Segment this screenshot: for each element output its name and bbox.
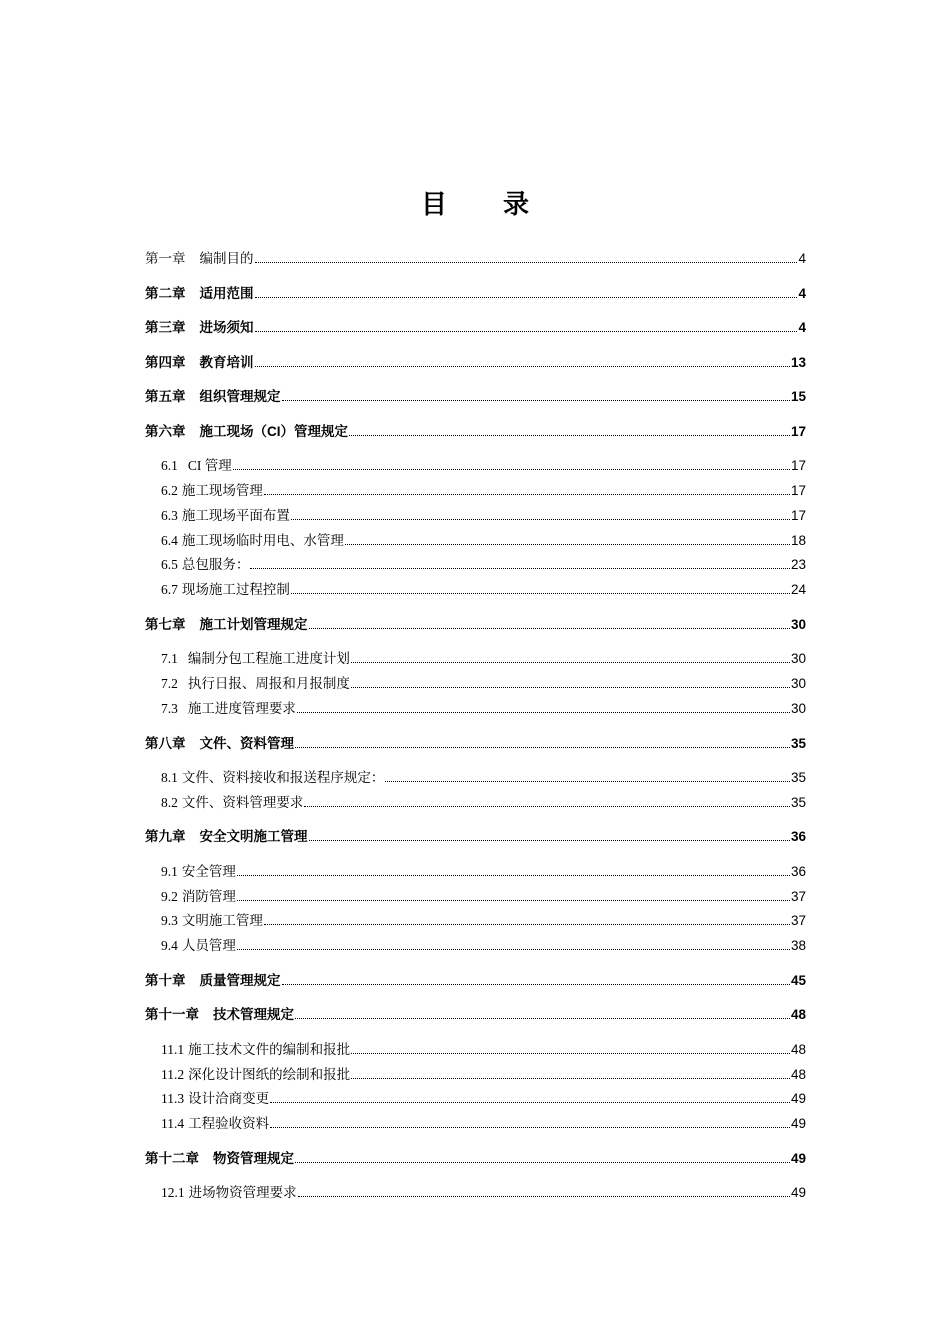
toc-dot-leader (255, 365, 790, 367)
toc-entry-title: 进场须知 (199, 320, 254, 335)
toc-entry-page-number: 30 (790, 676, 806, 691)
page-title (0, 184, 950, 221)
toc-entry[interactable] (161, 1042, 806, 1058)
toc-entry-label (161, 458, 232, 474)
toc-dot-leader (291, 518, 790, 520)
toc-entry[interactable] (145, 1151, 806, 1167)
toc-entry-number: 9.1 (161, 864, 178, 879)
toc-entry-number: 第十章 (145, 973, 186, 988)
toc-entry[interactable] (161, 1116, 806, 1132)
toc-entry-number: 11.2 (161, 1067, 185, 1082)
toc-dot-leader (291, 592, 790, 594)
toc-entry-number: 第八章 (145, 736, 186, 751)
toc-entry-page-number: 23 (790, 557, 806, 572)
toc-entry-label (145, 736, 294, 752)
toc-entry[interactable] (161, 1091, 806, 1107)
toc-entry-title: 教育培训 (199, 355, 254, 370)
toc-entry-page-number: 17 (790, 508, 806, 523)
toc-entry-label (161, 557, 249, 573)
toc-entry-page-number: 36 (790, 829, 806, 844)
toc-entry-page-number: 49 (790, 1185, 806, 1200)
toc-entry-page-number: 35 (790, 795, 806, 810)
toc-dot-leader (304, 805, 790, 807)
toc-entry[interactable] (161, 938, 806, 954)
toc-entry-label (145, 389, 281, 405)
toc-entry-page-number: 17 (790, 483, 806, 498)
toc-entry-page-number: 17 (790, 458, 806, 473)
toc-entry-number: 9.4 (161, 938, 178, 953)
toc-entry-page-number: 49 (790, 1151, 806, 1166)
toc-entry-page-number: 48 (790, 1042, 806, 1057)
toc-dot-leader (233, 468, 790, 470)
toc-entry[interactable] (145, 355, 806, 371)
toc-entry[interactable] (161, 1067, 806, 1083)
toc-dot-leader (309, 839, 790, 841)
toc-entry-number: 第十二章 (145, 1151, 199, 1166)
toc-entry-page-number: 48 (790, 1067, 806, 1082)
toc-entry-label (161, 1091, 269, 1107)
toc-entry[interactable] (161, 864, 806, 880)
toc-entry-label (145, 973, 281, 989)
toc-dot-leader (298, 1195, 790, 1197)
toc-entry-page-number: 49 (790, 1116, 806, 1131)
toc-entry-label (161, 1067, 350, 1083)
toc-entry-title: 施工现场管理 (181, 483, 263, 498)
toc-entry-title: 施工现场（CI）管理规定 (199, 424, 348, 439)
toc-dot-leader (309, 627, 790, 629)
toc-entry-title: 物资管理规定 (213, 1151, 294, 1166)
toc-dot-leader (351, 1077, 790, 1079)
toc-entry-page-number: 24 (790, 582, 806, 597)
toc-dot-leader (255, 261, 798, 263)
toc-entry-title: 安全管理 (181, 864, 236, 879)
toc-dot-leader (385, 780, 790, 782)
toc-entry-number: 9.3 (161, 913, 178, 928)
toc-entry-title: 人员管理 (181, 938, 236, 953)
title-char-2: 录 (503, 190, 530, 219)
toc-entry-title: 组织管理规定 (199, 389, 281, 404)
toc-entry-number: 7.3 (161, 701, 178, 716)
toc-dot-leader (237, 948, 790, 950)
toc-entry-page-number: 30 (790, 617, 806, 632)
toc-entry-number: 7.2 (161, 676, 178, 691)
toc-entry-number: 6.5 (161, 557, 178, 572)
toc-entry-number: 8.2 (161, 795, 178, 810)
toc-entry[interactable] (145, 389, 806, 405)
toc-entry-page-number: 4 (798, 286, 806, 301)
toc-dot-leader (351, 1052, 790, 1054)
toc-entry[interactable] (161, 1185, 806, 1201)
toc-entry[interactable] (161, 557, 806, 573)
toc-dot-leader (345, 543, 790, 545)
toc-dot-leader (255, 330, 798, 332)
toc-entry-title: 工程验收资料 (188, 1116, 270, 1131)
toc-entry-title: 施工技术文件的编制和报批 (188, 1042, 351, 1057)
toc-entry[interactable] (145, 1007, 806, 1023)
toc-entry-page-number: 48 (790, 1007, 806, 1022)
toc-entry[interactable] (161, 701, 806, 717)
toc-entry-label (161, 795, 303, 811)
toc-entry-title: CI 管理 (187, 458, 232, 473)
toc-entry-number: 第五章 (145, 389, 186, 404)
toc-dot-leader (250, 567, 790, 569)
toc-entry-title: 安全文明施工管理 (199, 829, 308, 844)
toc-dot-leader (264, 493, 790, 495)
toc-entry[interactable] (145, 286, 806, 302)
toc-entry-label (145, 251, 254, 267)
toc-entry-number: 第六章 (145, 424, 186, 439)
toc-entry-number: 第一章 (145, 251, 186, 266)
toc-entry[interactable] (161, 533, 806, 549)
toc-dot-leader (270, 1101, 790, 1103)
toc-entry-title: 文件、资料管理要求 (181, 795, 304, 810)
toc-entry-label (161, 889, 236, 905)
toc-entry[interactable] (161, 889, 806, 905)
toc-entry-label (161, 1042, 350, 1058)
toc-entry-title: 消防管理 (181, 889, 236, 904)
toc-entry-label (145, 1007, 294, 1023)
toc-entry-label (161, 533, 344, 549)
toc-entry-title: 文明施工管理 (181, 913, 263, 928)
toc-dot-leader (282, 399, 790, 401)
toc-entry-label (161, 651, 350, 667)
toc-entry-title: 总包服务： (181, 557, 250, 572)
toc-entry-number: 第九章 (145, 829, 186, 844)
toc-dot-leader (295, 1161, 790, 1163)
toc-entry-label (161, 676, 350, 692)
toc-entry-page-number: 38 (790, 938, 806, 953)
toc-entry-number: 第二章 (145, 286, 186, 301)
toc-entry[interactable] (161, 651, 806, 667)
toc-entry-number: 6.1 (161, 458, 178, 473)
toc-entry-number: 8.1 (161, 770, 178, 785)
toc-entry-title: 执行日报、周报和月报制度 (187, 676, 350, 691)
toc-entry[interactable] (161, 770, 806, 786)
toc-entry[interactable] (145, 320, 806, 336)
toc-entry-page-number: 4 (798, 251, 806, 266)
toc-dot-leader (255, 296, 798, 298)
toc-entry-label (145, 1151, 294, 1167)
toc-entry-title: 进场物资管理要求 (188, 1185, 297, 1200)
toc-entry[interactable] (161, 483, 806, 499)
toc-entry-page-number: 37 (790, 889, 806, 904)
toc-entry-title: 施工现场临时用电、水管理 (181, 533, 344, 548)
toc-entry-page-number: 30 (790, 651, 806, 666)
toc-entry-label (145, 355, 254, 371)
toc-entry-title: 施工计划管理规定 (199, 617, 308, 632)
toc-entry-label (161, 913, 263, 929)
toc-entry[interactable] (161, 582, 806, 598)
toc-dot-leader (270, 1126, 790, 1128)
toc-entry-label (161, 864, 236, 880)
toc-entry-label (161, 770, 384, 786)
toc-dot-leader (351, 661, 790, 663)
toc-entry[interactable] (145, 829, 806, 845)
toc-entry-title: 质量管理规定 (199, 973, 281, 988)
toc-entry-page-number: 15 (790, 389, 806, 404)
toc-entry-page-number: 36 (790, 864, 806, 879)
toc-entry-page-number: 45 (790, 973, 806, 988)
toc-entry-number: 9.2 (161, 889, 178, 904)
toc-entry-number: 11.4 (161, 1116, 185, 1131)
toc-entry-number: 6.7 (161, 582, 178, 597)
toc-dot-leader (295, 1017, 790, 1019)
toc-entry-title: 编制目的 (199, 251, 254, 266)
toc-entry-number: 第四章 (145, 355, 186, 370)
toc-entry-label (161, 1116, 269, 1132)
toc-entry-label (145, 286, 254, 302)
toc-entry-title: 文件、资料管理 (199, 736, 294, 751)
toc-entry-title: 适用范围 (199, 286, 254, 301)
toc-entry-label (145, 424, 348, 440)
toc-dot-leader (237, 899, 790, 901)
toc-entry-title: 技术管理规定 (213, 1007, 294, 1022)
toc-entry-page-number: 17 (790, 424, 806, 439)
toc-entry-label (161, 483, 263, 499)
toc-dot-leader (237, 874, 790, 876)
toc-entry-number: 12.1 (161, 1185, 185, 1200)
toc-entry-title: 施工进度管理要求 (187, 701, 296, 716)
toc-entry-page-number: 30 (790, 701, 806, 716)
toc-entry-page-number: 35 (790, 736, 806, 751)
toc-entry-page-number: 4 (798, 320, 806, 335)
toc-entry-number: 11.1 (161, 1042, 185, 1057)
toc-entry-label (161, 1185, 297, 1201)
toc-entry-page-number: 37 (790, 913, 806, 928)
toc-entry-label (145, 617, 308, 633)
toc-entry[interactable] (145, 617, 806, 633)
toc-entry-title: 编制分包工程施工进度计划 (187, 651, 350, 666)
toc-entry-number: 第十一章 (145, 1007, 199, 1022)
toc-dot-leader (297, 711, 790, 713)
toc-entry-page-number: 18 (790, 533, 806, 548)
toc-entry-number: 7.1 (161, 651, 178, 666)
toc-entry-number: 6.3 (161, 508, 178, 523)
toc-entry-label (161, 701, 296, 717)
toc-entry[interactable] (145, 424, 806, 440)
toc-entry[interactable] (161, 676, 806, 692)
toc-entry-number: 第三章 (145, 320, 186, 335)
toc-entry-number: 第七章 (145, 617, 186, 632)
toc-dot-leader (295, 746, 790, 748)
toc-entry-title: 施工现场平面布置 (181, 508, 290, 523)
toc-entry[interactable] (145, 251, 806, 267)
toc-entry-number: 6.4 (161, 533, 178, 548)
toc-entry-label (145, 829, 308, 845)
toc-entry-title: 文件、资料接收和报送程序规定： (181, 770, 385, 785)
toc-entry[interactable] (145, 973, 806, 989)
toc-entry-page-number: 13 (790, 355, 806, 370)
toc-entry[interactable] (161, 458, 806, 474)
toc-entry-label (161, 508, 290, 524)
toc-entry[interactable] (145, 736, 806, 752)
toc-entry-title: 设计洽商变更 (188, 1091, 270, 1106)
toc-entry-number: 6.2 (161, 483, 178, 498)
toc-entry[interactable] (161, 508, 806, 524)
toc-dot-leader (351, 686, 790, 688)
toc-entry[interactable] (161, 795, 806, 811)
title-char-1: 目 (420, 190, 447, 219)
toc-dot-leader (264, 923, 790, 925)
toc-entry-title: 深化设计图纸的绘制和报批 (188, 1067, 351, 1082)
toc-entry-label (145, 320, 254, 336)
toc-entry-page-number: 35 (790, 770, 806, 785)
toc-entry[interactable] (161, 913, 806, 929)
toc-dot-leader (349, 434, 790, 436)
toc-entry-page-number: 49 (790, 1091, 806, 1106)
toc-entry-label (161, 582, 290, 598)
toc-entry-title: 现场施工过程控制 (181, 582, 290, 597)
toc-entry-number: 11.3 (161, 1091, 185, 1106)
toc-dot-leader (282, 983, 790, 985)
toc-entry-label (161, 938, 236, 954)
